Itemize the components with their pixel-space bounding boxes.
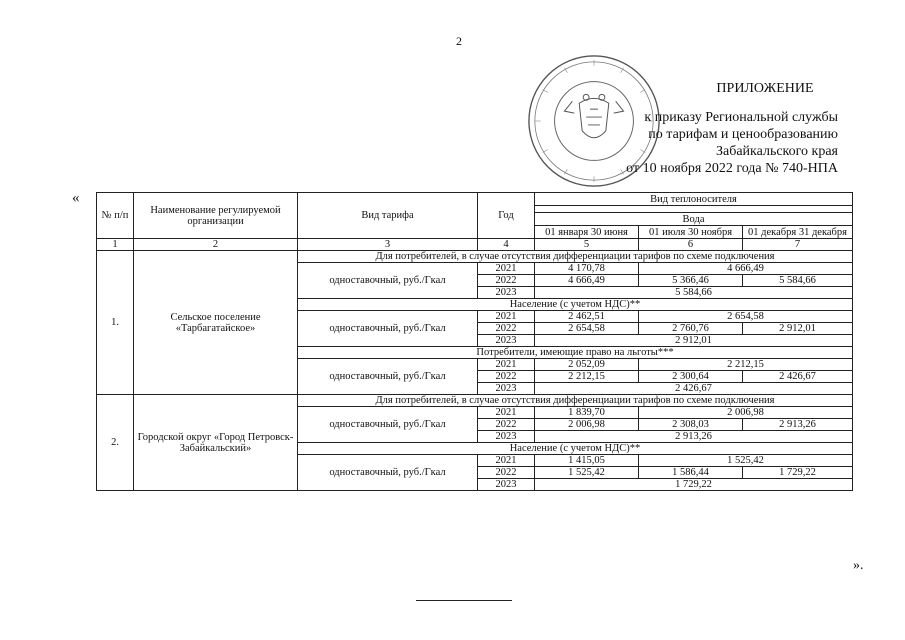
value-cell: 2 426,67 [743,371,853,383]
value-cell: 2 300,64 [639,371,743,383]
year-cell: 2022 [478,419,535,431]
section-label: Население (с учетом НДС)** [298,443,853,455]
org-number: 2. [97,395,134,491]
org-number: 1. [97,251,134,395]
year-cell: 2021 [478,359,535,371]
tariff-type: одноставочный, руб./Гкал [298,455,478,491]
header-period-3: 01 декабря 31 декабря [743,226,853,239]
value-cell: 2 654,58 [639,311,853,323]
value-cell: 4 666,49 [535,275,639,287]
appendix-line: Забайкальского края [715,144,838,159]
appendix-header [580,80,880,177]
value-cell: 2 006,98 [639,407,853,419]
year-cell: 2022 [478,467,535,479]
value-cell: 1 729,22 [743,467,853,479]
tariff-table [96,192,853,491]
value-cell: 1 839,70 [535,407,639,419]
closing-quote: ». [853,558,864,573]
appendix-title: ПРИЛОЖЕНИЕ [716,81,814,96]
header-carrier: Вид теплоносителя [535,193,853,206]
col-number: 1 [97,239,134,251]
opening-quote: « [72,190,80,206]
value-cell: 1 525,42 [639,455,853,467]
header-water: Вода [535,213,853,226]
col-number: 5 [535,239,639,251]
value-cell: 2 052,09 [535,359,639,371]
appendix-line: по тарифам и ценообразованию [648,127,838,142]
org-name: Сельское поселение «Тарбагатайское» [134,251,298,395]
header-tariff-type: Вид тарифа [298,193,478,239]
col-number: 7 [743,239,853,251]
appendix-line: к приказу Региональной службы [644,110,838,125]
col-number: 6 [639,239,743,251]
value-cell: 5 584,66 [535,287,853,299]
appendix-line: от 10 ноября 2022 года № 740-НПА [626,161,838,176]
value-cell: 2 912,01 [535,335,853,347]
value-cell: 2 912,01 [743,323,853,335]
year-cell: 2023 [478,479,535,491]
tariff-type: одноставочный, руб./Гкал [298,407,478,443]
value-cell: 2 913,26 [743,419,853,431]
section-label: Потребители, имеющие право на льготы*** [298,347,853,359]
value-cell: 1 415,05 [535,455,639,467]
header-year: Год [478,193,535,239]
page-number: 2 [456,34,462,48]
year-cell: 2023 [478,431,535,443]
value-cell: 2 212,15 [639,359,853,371]
year-cell: 2021 [478,407,535,419]
year-cell: 2022 [478,371,535,383]
col-number: 3 [298,239,478,251]
value-cell: 4 666,49 [639,263,853,275]
org-name: Городской округ «Город Петровск-Забайкальский» [134,395,298,491]
value-cell: 1 586,44 [639,467,743,479]
value-cell: 2 308,03 [639,419,743,431]
section-label: Население (с учетом НДС)** [298,299,853,311]
tariff-type: одноставочный, руб./Гкал [298,311,478,347]
value-cell: 1 729,22 [535,479,853,491]
value-cell: 5 366,46 [639,275,743,287]
tariff-type: одноставочный, руб./Гкал [298,359,478,395]
section-label: Для потребителей, в случае отсутствия дифференциации тарифов по схеме подключения [298,251,853,263]
header-period-1: 01 января 30 июня [535,226,639,239]
value-cell: 1 525,42 [535,467,639,479]
value-cell: 5 584,66 [743,275,853,287]
value-cell: 2 426,67 [535,383,853,395]
col-number: 4 [478,239,535,251]
value-cell: 2 212,15 [535,371,639,383]
header-period-2: 01 июля 30 ноября [639,226,743,239]
year-cell: 2023 [478,287,535,299]
year-cell: 2023 [478,383,535,395]
year-cell: 2022 [478,323,535,335]
footer-divider [416,600,512,601]
value-cell: 2 462,51 [535,311,639,323]
year-cell: 2022 [478,275,535,287]
year-cell: 2023 [478,335,535,347]
value-cell: 4 170,78 [535,263,639,275]
value-cell: 2 006,98 [535,419,639,431]
year-cell: 2021 [478,311,535,323]
value-cell: 2 760,76 [639,323,743,335]
year-cell: 2021 [478,455,535,467]
header-num: № п/п [97,193,134,239]
section-label: Для потребителей, в случае отсутствия дифференциации тарифов по схеме подключения [298,395,853,407]
tariff-type: одноставочный, руб./Гкал [298,263,478,299]
value-cell: 2 913,26 [535,431,853,443]
value-cell: 2 654,58 [535,323,639,335]
col-number: 2 [134,239,298,251]
header-org: Наименование регулируемой организации [134,193,298,239]
year-cell: 2021 [478,263,535,275]
